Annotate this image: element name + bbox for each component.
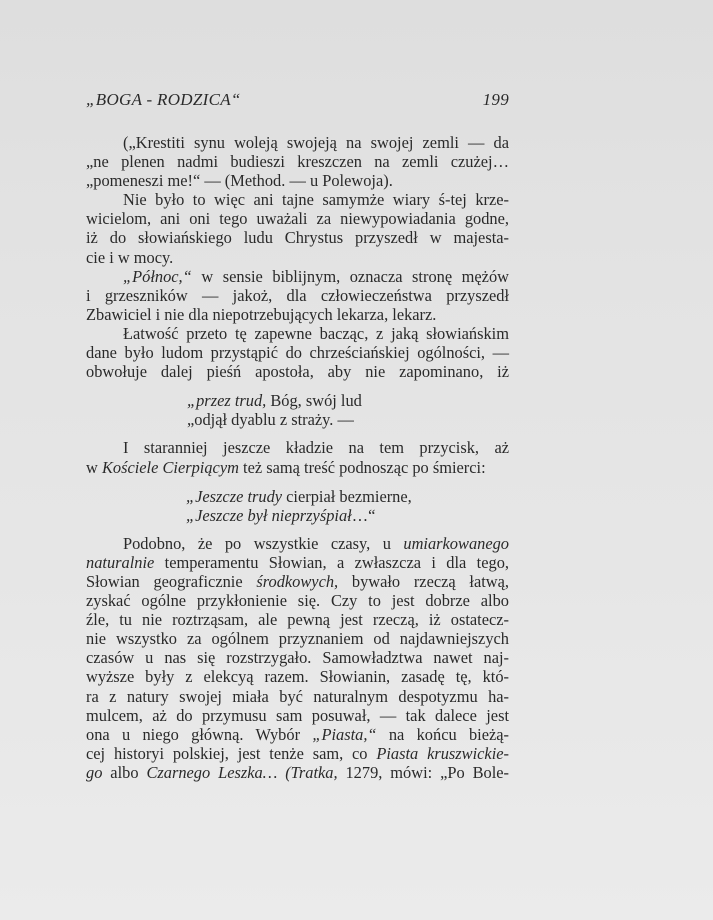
text-run: też samą treść podnosząc po śmierci: — [238, 457, 486, 477]
paragraph — [86, 438, 509, 476]
text-line — [86, 725, 509, 744]
text-line: obwołuje dalej pieśń apostoła, aby nie zapominano, iż — [86, 362, 509, 382]
text-run: albo — [102, 762, 147, 782]
text-line: ra z natury swojej miała być naturalnym despotyzmu ha- — [86, 686, 509, 706]
running-head-title: „BOGA - RODZICA“ — [86, 90, 241, 109]
text-line: Nie było to więc ani tajne samymże wiary ś-tej krze- — [123, 190, 509, 210]
emphasis: „Jeszcze był nieprzyśpiał — [186, 505, 352, 525]
running-head — [86, 90, 509, 112]
text-run: cej historyi polskiej, jest tenże sam, co — [86, 743, 377, 763]
text-line: I staranniej jeszcze kładzie na tem przycisk, aż — [123, 438, 509, 458]
text-line: dane było ludom przystąpić do chrześciańskiej ogólności, — — [86, 343, 509, 363]
emphasis: środkowych, — [256, 571, 339, 591]
text-line — [86, 572, 509, 591]
text-line — [86, 534, 509, 553]
text-run: temperamentu Słowian, a zwłaszcza i dla tego, — [154, 552, 509, 572]
text-line — [86, 744, 509, 763]
text-line — [86, 763, 509, 782]
emphasis: Kościele Cierpiącym — [101, 457, 239, 477]
text-line — [86, 458, 509, 477]
emphasis: „Piasta,“ — [312, 724, 377, 744]
paragraph — [86, 267, 509, 324]
verse-quote — [86, 487, 509, 525]
text-run: bywało rzeczą łatwą, — [338, 571, 509, 591]
text-line: („Krestiti synu woleją swojeją na swojej zemli — da — [123, 133, 509, 152]
emphasis: Piasta kruszwickie- — [376, 743, 509, 763]
text-run: cierpiał bezmierne, — [282, 486, 412, 506]
paragraph-quotation — [86, 133, 509, 190]
paragraph — [86, 324, 509, 381]
text-run: Podobno, że po wszystkie czasy, u — [123, 533, 404, 553]
text-run: Słowian geograficznie — [86, 571, 257, 591]
text-run: na końcu bieżą- — [376, 724, 509, 744]
text-line: „pomeneszi me!“ — (Method. — u Polewoja). — [86, 171, 393, 191]
emphasis: go — [86, 762, 103, 782]
text-line: mulcem, aż do przymusu sam posuwał, — tak dalece jest — [86, 705, 509, 725]
page-number: 199 — [482, 90, 509, 109]
emphasis: „Północ,“ — [123, 266, 192, 286]
paragraph — [86, 190, 509, 266]
text-run: …“ — [351, 505, 376, 525]
text-line: wicielom, ani oni tego uważali za niewypowiadania godne, — [86, 209, 509, 229]
emphasis: Czarnego Leszka… (Tratka, — [146, 762, 338, 782]
text-line: nie wszystko za ogólnem przyznaniem od najdawniejszych — [86, 629, 509, 649]
emphasis: umiarkowanego — [403, 533, 509, 553]
text-run: 1279, mówi: „Po Bole- — [337, 762, 509, 782]
text-line: źle, tu nie roztrząsam, ale pewną jest rzeczą, iż ostatecz- — [86, 610, 509, 630]
text-run: Bóg, swój lud — [266, 391, 362, 411]
body-text — [86, 133, 509, 782]
emphasis: naturalnie — [86, 552, 155, 572]
emphasis: „przez trud, — [187, 391, 267, 411]
text-run: w — [86, 457, 102, 477]
verse-line — [86, 506, 509, 525]
text-line: Łatwość przeto tę zapewne bacząc, z jaką słowiańskim — [123, 323, 509, 343]
text-line — [86, 553, 509, 572]
verse-line — [86, 391, 509, 410]
paragraph — [86, 534, 509, 782]
verse-quote — [86, 391, 509, 429]
text-line: wyższe były z elekcyą razem. Słowianin, zasadę tę, któ- — [86, 667, 509, 687]
emphasis: „Jeszcze trudy — [186, 486, 283, 506]
text-line: zyskać ogólne przykłonienie się. Czy to jest dobrze albo — [86, 591, 509, 611]
text-line: iż do słowiańskiego ludu Chrystus przyszedł w majesta- — [86, 228, 509, 248]
text-line — [86, 267, 509, 286]
text-run: ona u niego główną. Wybór — [86, 724, 313, 744]
verse-line: „odjął dyablu z straży. — — [187, 410, 354, 430]
text-line: „ne plenen nadmi budieszi kreszczen na zemli czużej… — [86, 152, 509, 172]
text-run: w sensie biblijnym, oznacza stronę mężów — [191, 266, 509, 286]
verse-line — [86, 487, 509, 506]
text-line: cie i w mocy. — [86, 247, 174, 267]
text-line: Zbawiciel i nie dla niepotrzebujących lekarza, lekarz. — [86, 304, 437, 324]
text-line: czasów u nas się rozstrzygało. Samowładztwa nawet naj- — [86, 648, 509, 668]
text-line: i grzeszników — jakoż, dla człowieczeństwa przyszedł — [86, 285, 509, 305]
